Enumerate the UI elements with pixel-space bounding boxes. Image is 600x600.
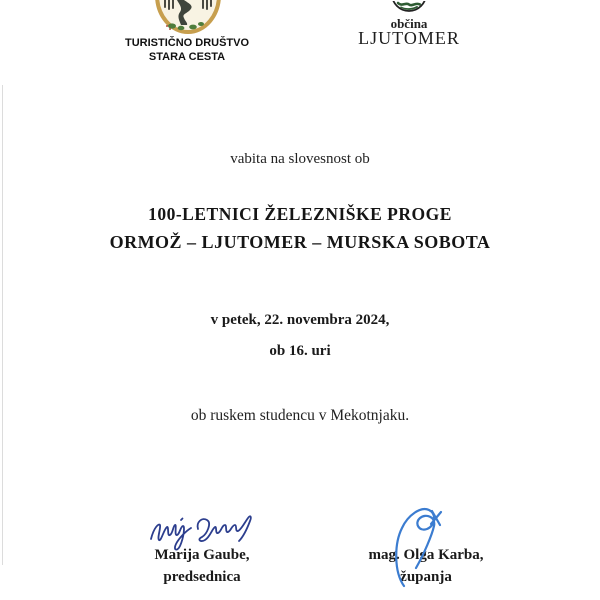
event-date: v petek, 22. novembra 2024,: [210, 312, 390, 328]
left-signature-name: Marija Gaube,: [154, 547, 250, 563]
intro-line: vabita na slovesnost ob: [230, 151, 370, 167]
event-location: ob ruskem studencu v Mekotnjaku.: [190, 407, 410, 424]
right-signature-role: županja: [400, 569, 452, 585]
ljutomer-coat-of-arms-icon: [390, 0, 428, 12]
event-time: ob 16. uri: [269, 343, 331, 359]
event-title-line2: ORMOŽ – LJUTOMER – MURSKA SOBOTA: [109, 232, 491, 252]
left-signature-role: predsednica: [163, 569, 241, 585]
right-org-name-line2: LJUTOMER: [358, 28, 460, 48]
stara-cesta-emblem-icon: [154, 0, 222, 34]
right-signature-name: mag. Olga Karba,: [368, 547, 484, 563]
right-org-name-line1: občina: [390, 16, 428, 31]
left-org-name-line1: TURISTIČNO DRUŠTVO: [124, 37, 250, 49]
left-org-name-line2: STARA CESTA: [148, 51, 226, 63]
event-title-line1: 100-LETNICI ŽELEZNIŠKE PROGE: [148, 204, 452, 224]
